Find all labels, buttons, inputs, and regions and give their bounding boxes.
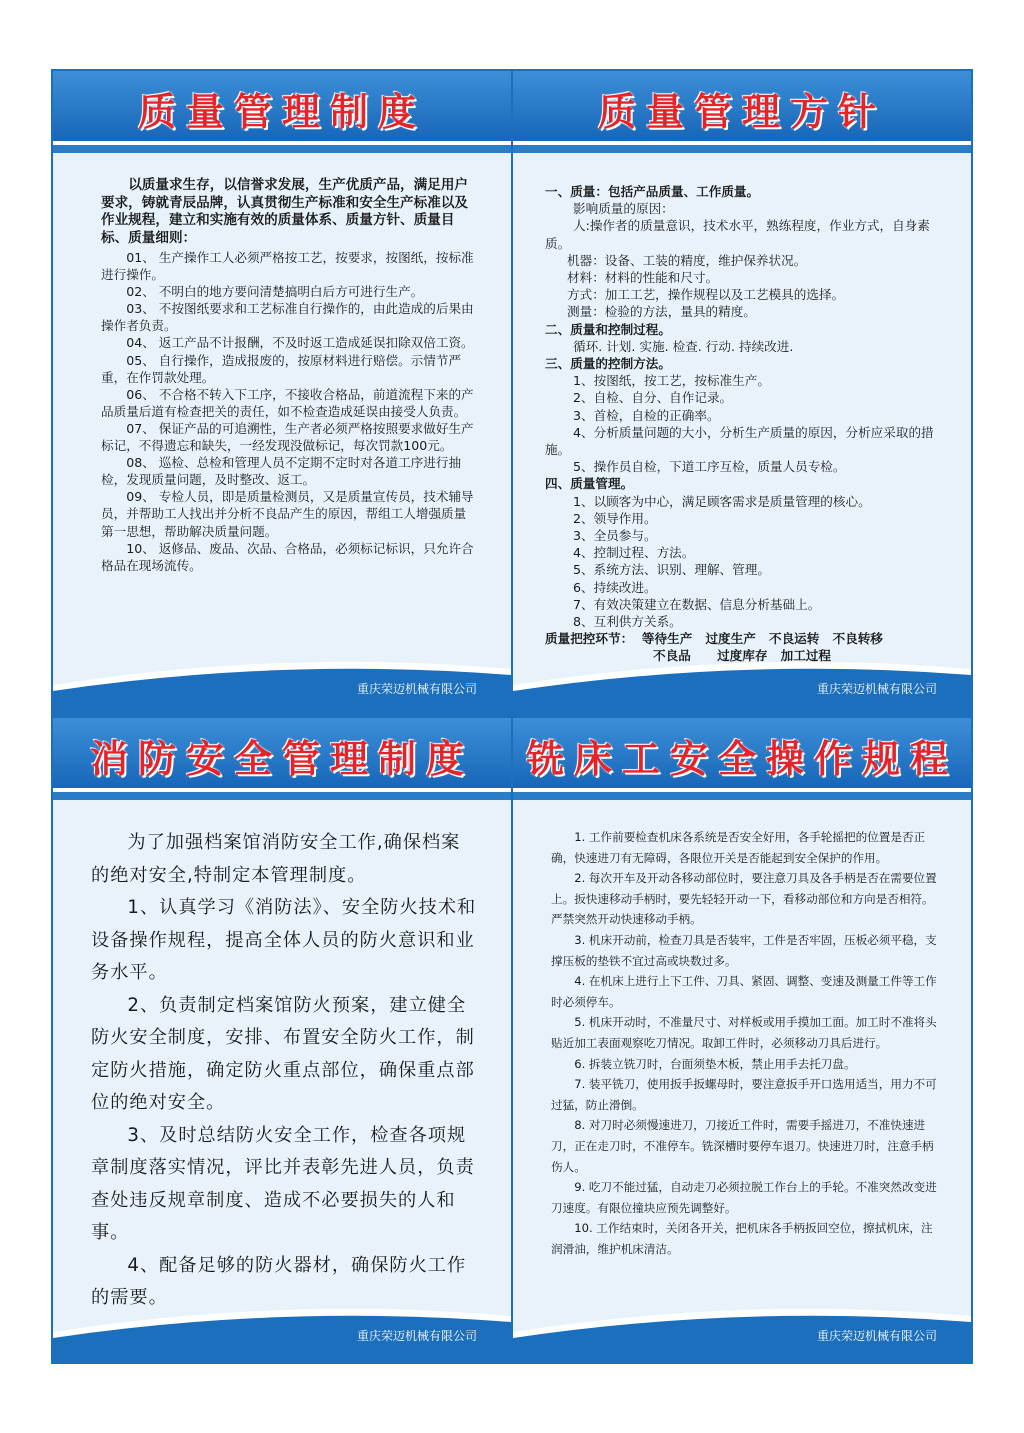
- panel-milling-safety: [513, 718, 971, 1362]
- panel-footer: [53, 655, 511, 715]
- list-item: 循环. 计划. 实施. 检查. 行动. 持续改进.: [573, 338, 794, 354]
- section-heading: 三、质量的控制方法。: [545, 356, 671, 372]
- list-item: 2、领导作用。: [573, 510, 657, 526]
- panel-body: [91, 827, 477, 1315]
- list-item: 1、以顾客为中心，满足顾客需求是质量管理的核心。: [573, 493, 871, 509]
- company-name: 重庆荣迈机械有限公司: [816, 682, 937, 696]
- panel-title: 质量管理制度: [137, 89, 426, 134]
- panel-title: 铣床工安全操作规程: [525, 736, 958, 781]
- list-item: 机器：设备、工装的精度，维护保养状况。: [567, 252, 807, 268]
- list-item: 09、 专检人员，即是质量检测员，又是质量宣传员，技术辅导员，并帮助工人找出并分析不良品产生的原因，帮组工人增强质量第一思想，帮助解决质量问题。: [101, 489, 474, 539]
- list-item: 测量：检验的方法，量具的精度。: [567, 304, 756, 320]
- paragraph: 5. 机床开动时，不准量尺寸、对样板或用手摸加工面。加工时不准将头贴近加工表面观察吃刀情况。取卸工件时，必须移动刀具后进行。: [551, 1015, 937, 1050]
- paragraph: 4、配备足够的防火器材，确保防火工作的需要。: [91, 1254, 467, 1308]
- list-item: 4、分析质量问题的大小，分析生产质量的原因，分析应采取的措施。: [545, 424, 934, 458]
- list-item: 03、 不按图纸要求和工艺标准自行操作的，由此造成的后果由操作者负责。: [101, 301, 474, 334]
- panel-footer: [513, 1302, 971, 1362]
- section-heading: 四、质量管理。: [545, 476, 634, 492]
- panel-body: [101, 177, 477, 574]
- list-item: 10、 返修品、废品、次品、合格品，必须标记标识，只允许合格品在现场流传。: [101, 540, 474, 573]
- list-item: 8、互利供方关系。: [573, 614, 682, 630]
- panel-footer: [53, 1302, 511, 1362]
- paragraph: 2. 每次开车及开动各移动部位时，要注意刀具及各手柄是否在需要位置上。扳快速移动手柄时，要先轻轻开动一下，看移动部位和方向是否相符。严禁突然开动快速移动手柄。: [551, 871, 937, 927]
- paragraph: 为了加强档案馆消防安全工作,确保档案的绝对安全,特制定本管理制度。: [91, 832, 461, 886]
- list-item: 7、有效决策建立在数据、信息分析基础上。: [573, 596, 821, 612]
- list-item: 3、首检，自检的正确率。: [573, 407, 720, 423]
- header-stripe: [513, 792, 971, 800]
- panel-body: [551, 827, 937, 1259]
- paragraph: 4. 在机床上进行上下工件、刀具、紧固、调整、变速及测量工件等工作时必须停车。: [551, 974, 937, 1009]
- company-name: 重庆荣迈机械有限公司: [816, 1329, 937, 1343]
- company-name: 重庆荣迈机械有限公司: [356, 1329, 477, 1343]
- panel-title: 质量管理方针: [597, 89, 886, 134]
- paragraph: 8. 对刀时必须慢速进刀，刀接近工件时，需要手摇进刀，不准快速进刀，正在走刀时，不准停车。铣深槽时要停车退刀。快速进刀时，注意手柄伤人。: [551, 1118, 934, 1174]
- list-item: 4、控制过程、方法。: [573, 545, 695, 561]
- header-stripe: [53, 145, 511, 153]
- company-name: 重庆荣迈机械有限公司: [356, 682, 477, 696]
- list-item: 2、自检、自分、自作记录。: [573, 390, 733, 406]
- section-heading: 一、质量：包括产品质量、工作质量。: [545, 184, 760, 199]
- intro-text: 以质量求生存，以信誉求发展，生产优质产品，满足用户要求，铸就青辰品牌，认真贯彻生产标准和安全生产标准以及作业规程，建立和实施有效的质量体系、质量方针、质量目标、质量细则：: [101, 177, 469, 246]
- list-item: 04、 返工产品不计报酬，不及时返工造成延误扣除双倍工资。: [126, 335, 474, 351]
- list-item: 5、操作员自检，下道工序互检，质量人员专检。: [573, 459, 846, 475]
- section-heading: 二、质量和控制过程。: [545, 321, 671, 337]
- paragraph: 2、负责制定档案馆防火预案，建立健全防火安全制度，安排、布置安全防火工作，制定防火措施，确定防火重点部位，确保重点部位的绝对安全。: [91, 994, 475, 1113]
- panel-footer: [513, 655, 971, 715]
- list-item: 07、 保证产品的可追溯性，生产者必须严格按照要求做好生产标记，不得遗忘和缺失，一经发现没做标记，每次罚款100元。: [101, 420, 474, 454]
- panel-title: 消防安全管理制度: [89, 736, 474, 781]
- paragraph: 1. 工作前要检查机床各系统是否安全好用，各手轮摇把的位置是否正确，快速进刀有无障碍，各限位开关是否能起到安全保护的作用。: [551, 830, 926, 865]
- paragraph: 10. 工作结束时，关闭各开关，把机床各手柄扳回空位，擦拭机床，注润滑油，维护机床清洁。: [551, 1221, 933, 1256]
- list-item: 6、持续改进。: [573, 579, 657, 595]
- list-item: 1、按图纸，按工艺，按标准生产。: [573, 373, 770, 389]
- list-item: 3、全员参与。: [573, 528, 657, 544]
- paragraph: 3、及时总结防火安全工作，检查各项规章制度落实情况，评比并表彰先进人员，负责查处违反规章制度、造成不必要损失的人和事。: [91, 1124, 475, 1243]
- list-item: 01、 生产操作工人必须严格按工艺，按要求，按图纸，按标准进行操作。: [101, 250, 474, 283]
- paragraph: 7. 装平铣刀，使用扳手扳螺母时，要注意扳手开口选用适当，用力不可过猛，防止滑倒。: [551, 1077, 937, 1112]
- paragraph: 3. 机床开动前，检查刀具是否装牢，工件是否牢固，压板必须平稳，支撑压板的垫铁不宜过高或块数过多。: [551, 932, 937, 968]
- panel-quality-policy: [513, 71, 971, 715]
- control-points: 质量把控环节： 等待生产 过度生产 不良运转 不良转移: [545, 631, 883, 647]
- list-item: 08、 巡检、总检和管理人员不定期不定时对各道工序进行抽检，发现质量问题，及时整改、返工。: [101, 455, 462, 488]
- list-item: 材料：材料的性能和尺寸。: [567, 270, 719, 286]
- header-stripe: [513, 145, 971, 153]
- list-item: 06、 不合格不转入下工序，不接收合格品，前道流程下来的产品质量后道有检查把关的责任，如不检查造成延误由接受人负责。: [101, 386, 474, 419]
- panel-body: [545, 183, 945, 665]
- list-item: 影响质量的原因：: [573, 201, 674, 217]
- paragraph: 6. 拆装立铣刀时，台面须垫木板，禁止用手去托刀盘。: [574, 1056, 856, 1071]
- list-item: 人:操作者的质量意识，技术水平，熟练程度，作业方式，自身素质。: [545, 218, 930, 251]
- control-points-cont: 不良品 过度库存 加工过程: [653, 648, 831, 664]
- panel-quality-system: [53, 71, 511, 715]
- panel-fire-safety: [53, 718, 511, 1362]
- list-item: 02、 不明白的地方要问清楚搞明白后方可进行生产。: [126, 284, 424, 300]
- list-item: 5、系统方法、识别、理解、管理。: [573, 562, 770, 578]
- paragraph: 9. 吃刀不能过猛，自动走刀必须拉脱工作台上的手轮。不准突然改变进刀速度。有限位撞块应预先调整好。: [551, 1180, 937, 1215]
- list-item: 05、 自行操作，造成报废的，按原材料进行赔偿。示情节严重，在作罚款处理。: [101, 352, 462, 385]
- paragraph: 1、认真学习《消防法》、安全防火技术和设备操作规程，提高全体人员的防火意识和业务水平。: [91, 897, 477, 983]
- list-item: 方式：加工工艺，操作规程以及工艺模具的选择。: [567, 287, 845, 303]
- header-stripe: [53, 792, 511, 800]
